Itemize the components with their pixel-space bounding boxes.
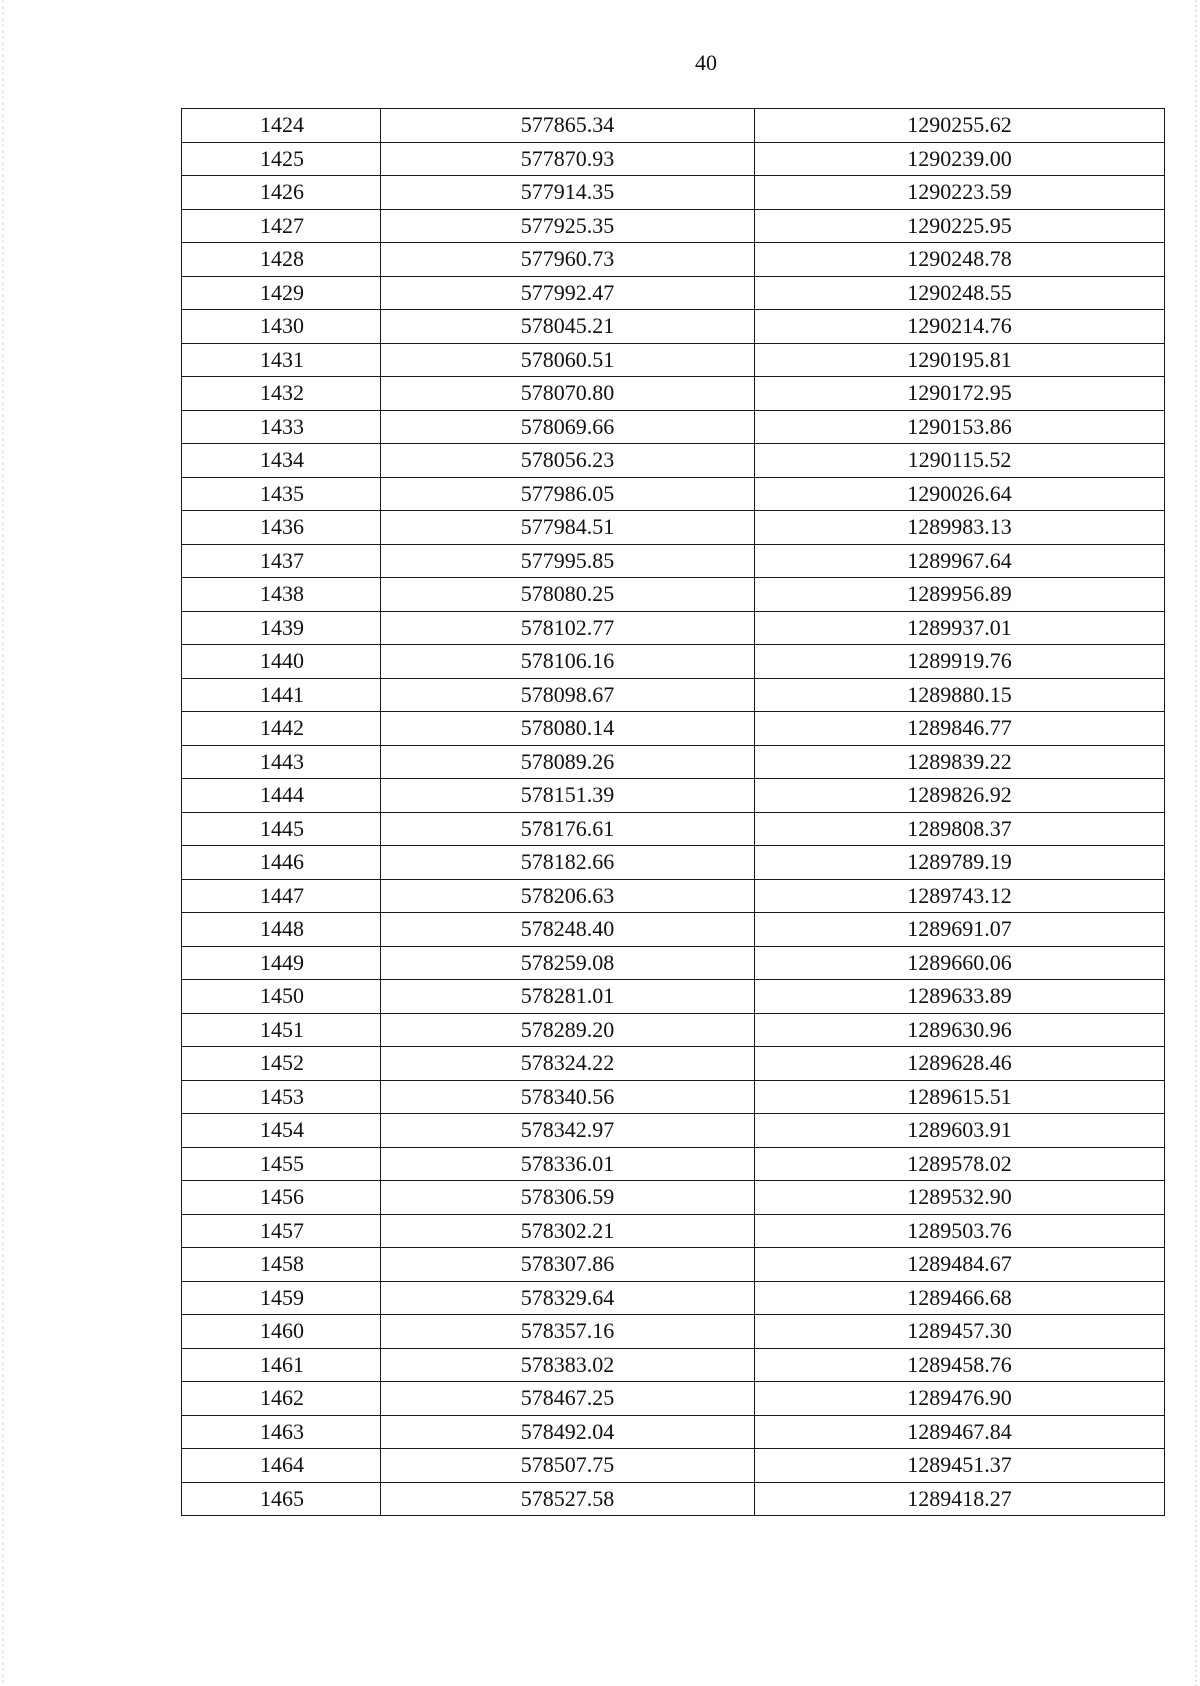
table-row [182,611,1165,645]
x-coordinate-cell: 578307.86 [381,1248,755,1282]
x-coordinate-cell: 578527.58 [381,1482,755,1516]
point-id-cell: 1458 [182,1248,381,1282]
table-row [182,645,1165,679]
table-row [182,1013,1165,1047]
y-coordinate-cell: 1289956.89 [755,578,1165,612]
y-coordinate-cell: 1290248.78 [755,243,1165,277]
point-id-cell: 1457 [182,1214,381,1248]
x-coordinate-cell: 578492.04 [381,1415,755,1449]
point-id-cell: 1439 [182,611,381,645]
point-id-cell: 1454 [182,1114,381,1148]
y-coordinate-cell: 1290026.64 [755,477,1165,511]
x-coordinate-cell: 578289.20 [381,1013,755,1047]
y-coordinate-cell: 1290115.52 [755,444,1165,478]
table-row [182,444,1165,478]
point-id-cell: 1426 [182,176,381,210]
coordinates-table [181,108,1165,1516]
table-row [182,544,1165,578]
point-id-cell: 1427 [182,209,381,243]
point-id-cell: 1450 [182,980,381,1014]
table-row [182,1114,1165,1148]
y-coordinate-cell: 1289457.30 [755,1315,1165,1349]
point-id-cell: 1465 [182,1482,381,1516]
x-coordinate-cell: 578329.64 [381,1281,755,1315]
table-row [182,511,1165,545]
table-row [182,310,1165,344]
table-row [182,946,1165,980]
x-coordinate-cell: 578089.26 [381,745,755,779]
point-id-cell: 1447 [182,879,381,913]
y-coordinate-cell: 1290153.86 [755,410,1165,444]
point-id-cell: 1444 [182,779,381,813]
table-row [182,276,1165,310]
y-coordinate-cell: 1289826.92 [755,779,1165,813]
x-coordinate-cell: 577986.05 [381,477,755,511]
y-coordinate-cell: 1289808.37 [755,812,1165,846]
x-coordinate-cell: 578070.80 [381,377,755,411]
x-coordinate-cell: 577995.85 [381,544,755,578]
x-coordinate-cell: 578056.23 [381,444,755,478]
y-coordinate-cell: 1289418.27 [755,1482,1165,1516]
x-coordinate-cell: 577960.73 [381,243,755,277]
point-id-cell: 1443 [182,745,381,779]
table-row [182,578,1165,612]
point-id-cell: 1425 [182,142,381,176]
x-coordinate-cell: 578102.77 [381,611,755,645]
x-coordinate-cell: 578045.21 [381,310,755,344]
x-coordinate-cell: 578248.40 [381,913,755,947]
coordinates-table-body [182,109,1165,1516]
x-coordinate-cell: 578336.01 [381,1147,755,1181]
table-row [182,1248,1165,1282]
table-row [182,343,1165,377]
table-row [182,1449,1165,1483]
y-coordinate-cell: 1289476.90 [755,1382,1165,1416]
table-row [182,1415,1165,1449]
table-row [182,1181,1165,1215]
point-id-cell: 1461 [182,1348,381,1382]
y-coordinate-cell: 1289919.76 [755,645,1165,679]
x-coordinate-cell: 578306.59 [381,1181,755,1215]
point-id-cell: 1448 [182,913,381,947]
point-id-cell: 1432 [182,377,381,411]
page-number-container [0,50,1200,76]
point-id-cell: 1455 [182,1147,381,1181]
y-coordinate-cell: 1289967.64 [755,544,1165,578]
point-id-cell: 1459 [182,1281,381,1315]
table-row [182,109,1165,143]
point-id-cell: 1451 [182,1013,381,1047]
table-row [182,1214,1165,1248]
y-coordinate-cell: 1289458.76 [755,1348,1165,1382]
y-coordinate-cell: 1290255.62 [755,109,1165,143]
x-coordinate-cell: 578383.02 [381,1348,755,1382]
x-coordinate-cell: 578507.75 [381,1449,755,1483]
x-coordinate-cell: 578080.25 [381,578,755,612]
x-coordinate-cell: 578259.08 [381,946,755,980]
x-coordinate-cell: 578069.66 [381,410,755,444]
point-id-cell: 1429 [182,276,381,310]
y-coordinate-cell: 1289983.13 [755,511,1165,545]
y-coordinate-cell: 1290248.55 [755,276,1165,310]
scan-edge-left [2,0,4,1686]
y-coordinate-cell: 1289615.51 [755,1080,1165,1114]
point-id-cell: 1434 [182,444,381,478]
x-coordinate-cell: 578281.01 [381,980,755,1014]
table-row [182,1482,1165,1516]
point-id-cell: 1433 [182,410,381,444]
x-coordinate-cell: 578098.67 [381,678,755,712]
y-coordinate-cell: 1289846.77 [755,712,1165,746]
y-coordinate-cell: 1289603.91 [755,1114,1165,1148]
y-coordinate-cell: 1289937.01 [755,611,1165,645]
y-coordinate-cell: 1289451.37 [755,1449,1165,1483]
table-row [182,410,1165,444]
y-coordinate-cell: 1290225.95 [755,209,1165,243]
point-id-cell: 1442 [182,712,381,746]
point-id-cell: 1456 [182,1181,381,1215]
y-coordinate-cell: 1289467.84 [755,1415,1165,1449]
y-coordinate-cell: 1289839.22 [755,745,1165,779]
point-id-cell: 1453 [182,1080,381,1114]
table-row [182,1281,1165,1315]
x-coordinate-cell: 577870.93 [381,142,755,176]
x-coordinate-cell: 578151.39 [381,779,755,813]
table-row [182,377,1165,411]
point-id-cell: 1462 [182,1382,381,1416]
y-coordinate-cell: 1289532.90 [755,1181,1165,1215]
table-row [182,712,1165,746]
y-coordinate-cell: 1290239.00 [755,142,1165,176]
table-row [182,477,1165,511]
table-row [182,678,1165,712]
y-coordinate-cell: 1289743.12 [755,879,1165,913]
table-row [182,1047,1165,1081]
point-id-cell: 1437 [182,544,381,578]
x-coordinate-cell: 578302.21 [381,1214,755,1248]
x-coordinate-cell: 578357.16 [381,1315,755,1349]
point-id-cell: 1464 [182,1449,381,1483]
y-coordinate-cell: 1290195.81 [755,343,1165,377]
y-coordinate-cell: 1289484.67 [755,1248,1165,1282]
y-coordinate-cell: 1289503.76 [755,1214,1165,1248]
x-coordinate-cell: 578060.51 [381,343,755,377]
table-row [182,980,1165,1014]
x-coordinate-cell: 578182.66 [381,846,755,880]
table-row [182,209,1165,243]
y-coordinate-cell: 1290172.95 [755,377,1165,411]
x-coordinate-cell: 578324.22 [381,1047,755,1081]
table-row [182,812,1165,846]
y-coordinate-cell: 1289789.19 [755,846,1165,880]
point-id-cell: 1430 [182,310,381,344]
y-coordinate-cell: 1290223.59 [755,176,1165,210]
table-row [182,243,1165,277]
table-row [182,846,1165,880]
table-row [182,176,1165,210]
table-row [182,745,1165,779]
x-coordinate-cell: 578342.97 [381,1114,755,1148]
x-coordinate-cell: 578080.14 [381,712,755,746]
point-id-cell: 1445 [182,812,381,846]
y-coordinate-cell: 1289466.68 [755,1281,1165,1315]
y-coordinate-cell: 1289660.06 [755,946,1165,980]
point-id-cell: 1431 [182,343,381,377]
y-coordinate-cell: 1289628.46 [755,1047,1165,1081]
x-coordinate-cell: 577984.51 [381,511,755,545]
table-row [182,1080,1165,1114]
y-coordinate-cell: 1289880.15 [755,678,1165,712]
x-coordinate-cell: 578467.25 [381,1382,755,1416]
point-id-cell: 1446 [182,846,381,880]
point-id-cell: 1452 [182,1047,381,1081]
point-id-cell: 1440 [182,645,381,679]
table-row [182,1348,1165,1382]
point-id-cell: 1441 [182,678,381,712]
point-id-cell: 1449 [182,946,381,980]
y-coordinate-cell: 1289691.07 [755,913,1165,947]
table-row [182,879,1165,913]
x-coordinate-cell: 577914.35 [381,176,755,210]
x-coordinate-cell: 578206.63 [381,879,755,913]
point-id-cell: 1463 [182,1415,381,1449]
point-id-cell: 1436 [182,511,381,545]
y-coordinate-cell: 1289633.89 [755,980,1165,1014]
x-coordinate-cell: 577992.47 [381,276,755,310]
y-coordinate-cell: 1289630.96 [755,1013,1165,1047]
table-row [182,1315,1165,1349]
point-id-cell: 1438 [182,578,381,612]
table-row [182,142,1165,176]
scan-edge-right [1195,0,1197,1686]
table-row [182,1147,1165,1181]
point-id-cell: 1424 [182,109,381,143]
x-coordinate-cell: 577925.35 [381,209,755,243]
point-id-cell: 1435 [182,477,381,511]
table-row [182,913,1165,947]
x-coordinate-cell: 578106.16 [381,645,755,679]
table-row [182,779,1165,813]
page-number: 40 [695,50,717,75]
y-coordinate-cell: 1289578.02 [755,1147,1165,1181]
point-id-cell: 1460 [182,1315,381,1349]
x-coordinate-cell: 577865.34 [381,109,755,143]
table-row [182,1382,1165,1416]
x-coordinate-cell: 578340.56 [381,1080,755,1114]
x-coordinate-cell: 578176.61 [381,812,755,846]
point-id-cell: 1428 [182,243,381,277]
y-coordinate-cell: 1290214.76 [755,310,1165,344]
